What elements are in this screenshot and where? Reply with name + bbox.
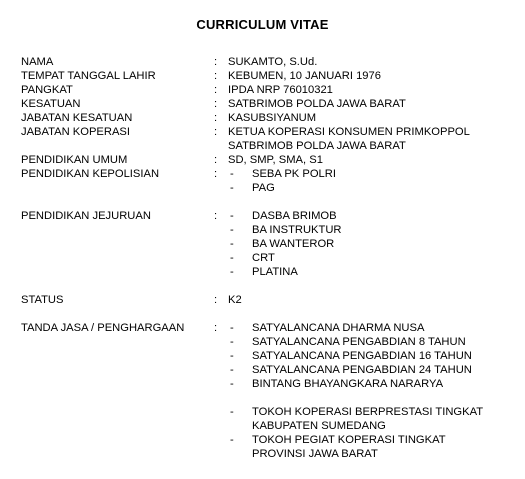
row-pendidikan-umum bbox=[0, 153, 525, 167]
value-kesatuan: SATBRIMOB POLDA JAWA BARAT bbox=[228, 98, 406, 110]
label-pendidikan-kejuruan: PENDIDIKAN JEJURUAN bbox=[21, 210, 151, 222]
row-tanda-jasa-cont bbox=[0, 335, 525, 349]
award-line-1: TOKOH KOPERASI BERPRESTASI TINGKAT bbox=[252, 406, 484, 418]
bullet-dash: - bbox=[230, 252, 234, 264]
bullet-dash: - bbox=[230, 406, 234, 418]
row-pendidikan-kejuruan-cont bbox=[0, 265, 525, 279]
list-item: SATYALANCANA PENGABDIAN 8 TAHUN bbox=[252, 336, 466, 348]
bullet-dash: - bbox=[230, 168, 234, 180]
colon: : bbox=[214, 154, 218, 166]
label-jabatan-koperasi: JABATAN KOPERASI bbox=[21, 126, 130, 138]
colon: : bbox=[214, 126, 218, 138]
list-item: PLATINA bbox=[252, 266, 298, 278]
label-pendidikan-umum: PENDIDIKAN UMUM bbox=[21, 154, 128, 166]
list-item: CRT bbox=[252, 252, 275, 264]
row-kesatuan bbox=[0, 97, 525, 111]
list-item: SATYALANCANA PENGABDIAN 16 TAHUN bbox=[252, 350, 472, 362]
bullet-dash: - bbox=[230, 182, 234, 194]
row-tempat-tanggal-lahir bbox=[0, 69, 525, 83]
colon: : bbox=[214, 322, 218, 334]
row-tanda-jasa bbox=[0, 321, 525, 335]
row-jabatan-kesatuan bbox=[0, 111, 525, 125]
row-tanda-jasa-cont bbox=[0, 349, 525, 363]
bullet-dash: - bbox=[230, 350, 234, 362]
bullet-dash: - bbox=[230, 336, 234, 348]
row-status bbox=[0, 293, 525, 307]
colon: : bbox=[214, 210, 218, 222]
award-line-1: TOKOH PEGIAT KOPERASI TINGKAT bbox=[252, 434, 446, 446]
value-jabatan-kesatuan: KASUBSIYANUM bbox=[228, 112, 317, 124]
row-pendidikan-kejuruan-cont bbox=[0, 237, 525, 251]
value-jabatan-koperasi-line-1: KETUA KOPERASI KONSUMEN PRIMKOPPOL bbox=[228, 126, 470, 138]
colon: : bbox=[214, 70, 218, 82]
award-line-2: KABUPATEN SUMEDANG bbox=[252, 420, 386, 432]
row-jabatan-koperasi-cont bbox=[0, 139, 525, 153]
value-pendidikan-umum: SD, SMP, SMA, S1 bbox=[228, 154, 323, 166]
label-pendidikan-kepolisian: PENDIDIKAN KEPOLISIAN bbox=[21, 168, 160, 180]
bullet-dash: - bbox=[230, 322, 234, 334]
colon: : bbox=[214, 98, 218, 110]
value-tempat-tanggal-lahir: KEBUMEN, 10 JANUARI 1976 bbox=[228, 70, 381, 82]
bullet-dash: - bbox=[230, 434, 234, 446]
value-status: K2 bbox=[228, 294, 242, 306]
list-item: BINTANG BHAYANGKARA NARARYA bbox=[252, 378, 444, 390]
list-item: PAG bbox=[252, 182, 275, 194]
row-nama bbox=[0, 55, 525, 69]
row-pendidikan-kejuruan bbox=[0, 209, 525, 223]
row-pendidikan-kepolisian-cont bbox=[0, 181, 525, 195]
label-status: STATUS bbox=[21, 294, 64, 306]
bullet-dash: - bbox=[230, 266, 234, 278]
bullet-dash: - bbox=[230, 224, 234, 236]
list-item: SATYALANCANA DHARMA NUSA bbox=[252, 322, 425, 334]
colon: : bbox=[214, 294, 218, 306]
document-title: CURRICULUM VITAE bbox=[196, 17, 329, 32]
bullet-dash: - bbox=[230, 378, 234, 390]
bullet-dash: - bbox=[230, 364, 234, 376]
label-jabatan-kesatuan: JABATAN KESATUAN bbox=[21, 112, 133, 124]
colon: : bbox=[214, 112, 218, 124]
value-nama: SUKAMTO, S.Ud. bbox=[228, 56, 318, 68]
colon: : bbox=[214, 84, 218, 96]
row-pendidikan-kejuruan-cont bbox=[0, 223, 525, 237]
row-tanda-jasa-cont bbox=[0, 377, 525, 391]
colon: : bbox=[214, 56, 218, 68]
row-pendidikan-kejuruan-cont bbox=[0, 251, 525, 265]
label-tempat-tanggal-lahir: TEMPAT TANGGAL LAHIR bbox=[21, 70, 156, 82]
bullet-dash: - bbox=[230, 238, 234, 250]
row-award-cont bbox=[0, 447, 525, 461]
list-item: BA WANTEROR bbox=[252, 238, 335, 250]
row-jabatan-koperasi bbox=[0, 125, 525, 139]
list-item: SATYALANCANA PENGABDIAN 24 TAHUN bbox=[252, 364, 472, 376]
row-pendidikan-kepolisian bbox=[0, 167, 525, 181]
label-nama: NAMA bbox=[21, 56, 54, 68]
label-tanda-jasa: TANDA JASA / PENGHARGAAN bbox=[21, 322, 185, 334]
label-pangkat: PANGKAT bbox=[21, 84, 73, 96]
row-award bbox=[0, 405, 525, 419]
row-award-cont bbox=[0, 419, 525, 433]
colon: : bbox=[214, 168, 218, 180]
row-award bbox=[0, 433, 525, 447]
award-line-2: PROVINSI JAWA BARAT bbox=[252, 448, 378, 460]
label-kesatuan: KESATUAN bbox=[21, 98, 81, 110]
value-pangkat: IPDA NRP 76010321 bbox=[228, 84, 333, 96]
row-pangkat bbox=[0, 83, 525, 97]
bullet-dash: - bbox=[230, 210, 234, 222]
list-item: BA INSTRUKTUR bbox=[252, 224, 342, 236]
list-item: DASBA BRIMOB bbox=[252, 210, 337, 222]
value-jabatan-koperasi-line-2: SATBRIMOB POLDA JAWA BARAT bbox=[228, 140, 406, 152]
row-tanda-jasa-cont bbox=[0, 363, 525, 377]
list-item: SEBA PK POLRI bbox=[252, 168, 336, 180]
